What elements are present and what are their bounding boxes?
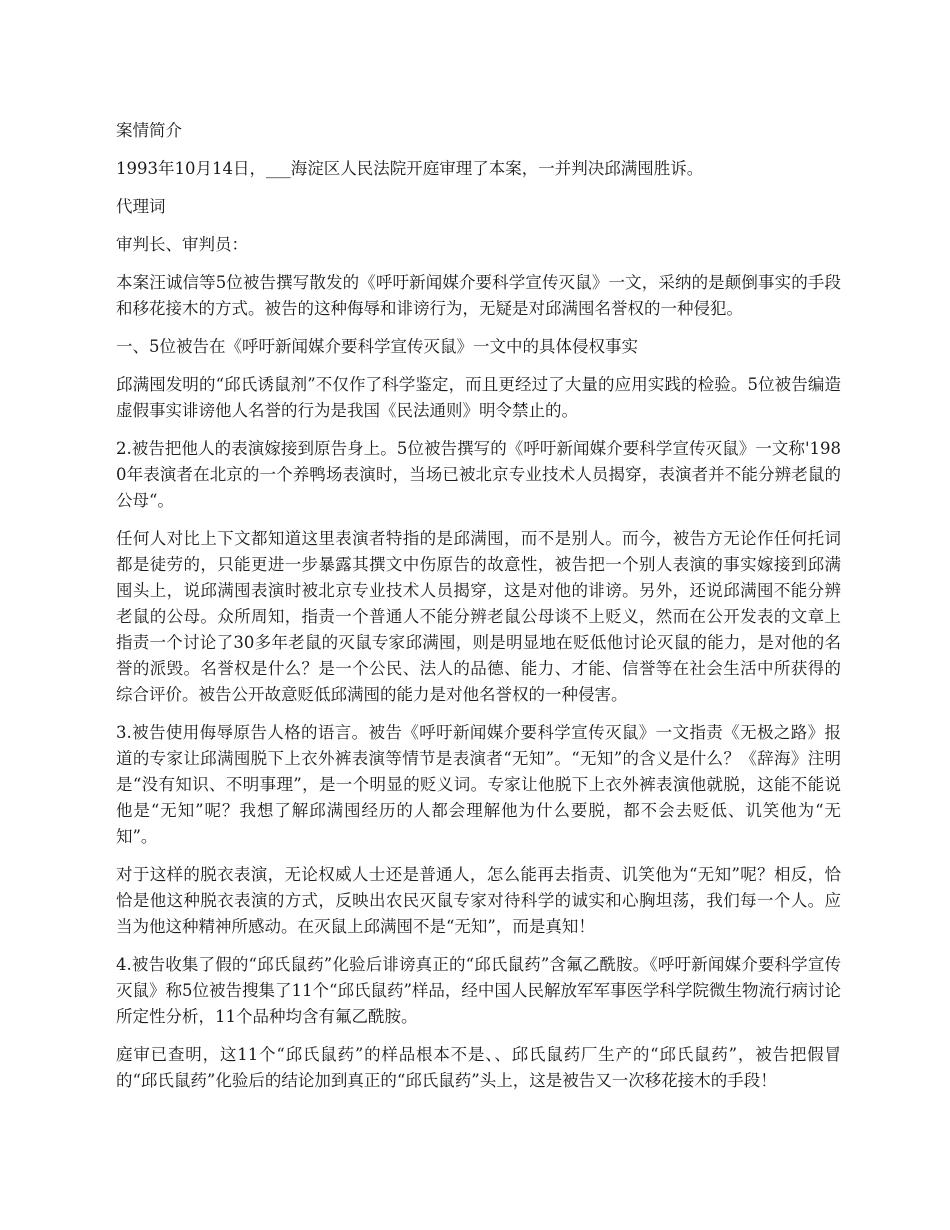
part-one-heading: 一、5位被告在《呼吁新闻媒介要科学宣传灭鼠》一文中的具体侵权事实 [116, 337, 638, 356]
body-paragraph-7: 庭审已查明，这11个“邱氏鼠药”的样品根本不是、、邱氏鼠药厂生产的“邱氏鼠药”，被告把假冒的“邱氏鼠药”化验后的结论加到真正的“邱氏鼠药”头上，这是被告又一次移花接木的手段！ [116, 1045, 841, 1090]
body-paragraph-1: 邱满囤发明的“邱氏诱鼠剂”不仅作了科学鉴定，而且更经过了大量的应用实践的检验。5位被告编造虚假事实诽谤他人名誉的行为是我国《民法通则》明令禁止的。 [116, 375, 841, 420]
salutation: 审判长、审判员： [116, 235, 248, 254]
document-page [116, 118, 841, 1106]
body-paragraph-4: 3.被告使用侮辱原告人格的语言。被告《呼吁新闻媒介要科学宣传灭鼠》一文指责《无极之路》报道的专家让邱满囤脱下上衣外裤表演等情节是表演者“无知”。“无知”的含义是什么？《辞海》注明是“没有知识、不明事理”，是一个明显的贬义词。专家让他脱下上衣外裤表演他就脱，这能不能说他是“无知”呢？我想了解邱满囤经历的人都会理解他为什么要脱，都不会去贬低、讥笑他为“无知”。 [116, 723, 841, 846]
section-title-statement: 代理词 [116, 197, 166, 216]
body-paragraph-5: 对于这样的脱衣表演，无论权威人士还是普通人，怎么能再去指责、讥笑他为“无知”呢？相反，恰恰是他这种脱衣表演的方式，反映出农民灭鼠专家对待科学的诚实和心胸坦荡，我们每一个人。应当为他这种精神所感动。在灭鼠上邱满囤不是“无知”，而是真知！ [116, 865, 841, 936]
body-paragraph-2: 2.被告把他人的表演嫁接到原告身上。5位被告撰写的《呼吁新闻媒介要科学宣传灭鼠》一文称'1980年表演者在北京的一个养鸭场表演时，当场已被北京专业技术人员揭穿，表演者并不能分辨老鼠的公母“。 [116, 439, 841, 510]
body-paragraph-3: 任何人对比上下文都知道这里表演者特指的是邱满囤，而不是别人。而今，被告方无论作任何托词都是徒劳的，只能更进一步暴露其撰文中伤原告的故意性，被告把一个别人表演的事实嫁接到邱满囤头上，说邱满囤表演时被北京专业技术人员揭穿，这是对他的诽谤。另外，还说邱满囤不能分辨老鼠的公母。众所周知，指责一个普通人不能分辨老鼠公母谈不上贬义，然而在公开发表的文章上指责一个讨论了30多年老鼠的灭鼠专家邱满囤，则是明显地在贬低他讨论灭鼠的能力，是对他的名誉的派毁。名誉权是什么？是一个公民、法人的品德、能力、才能、信誉等在社会生活中所获得的综合评价。被告公开故意贬低邱满囤的能力是对他名誉权的一种侵害。 [116, 529, 841, 704]
case-summary-paragraph: 1993年10月14日，___海淀区人民法院开庭审理了本案，一并判决邱满囤胜诉。 [116, 159, 704, 178]
body-paragraph-6: 4.被告收集了假的“邱氏鼠药”化验后诽谤真正的“邱氏鼠药”含氟乙酰胺。《呼吁新闻媒介要科学宣传灭鼠》称5位被告搜集了11个“邱氏鼠药”样品，经中国人民解放军军事医学科学院微生物流行病讨论所定性分析，11个品种均含有氟乙酰胺。 [116, 955, 841, 1026]
intro-paragraph: 本案汪诚信等5位被告撰写散发的《呼吁新闻媒介要科学宣传灭鼠》一文，采纳的是颠倒事实的手段和移花接木的方式。被告的这种侮辱和诽谤行为，无疑是对邱满囤名誉权的一种侵犯。 [116, 273, 841, 318]
section-title-case-summary: 案情简介 [116, 121, 182, 140]
